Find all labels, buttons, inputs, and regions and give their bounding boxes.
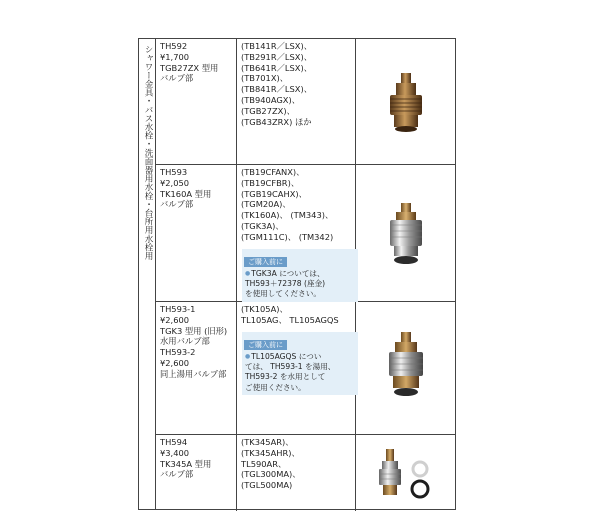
table-row [156, 165, 456, 302]
models-cell [237, 39, 356, 164]
product-code: TH592 [160, 41, 188, 51]
product-code: TH593-1 [160, 304, 196, 314]
model-item: (TB291R／LSX)、 [241, 51, 313, 62]
product-cell [156, 435, 237, 511]
model-item: (TK160A)、 (TM343)、 [241, 210, 334, 221]
table-row [156, 435, 456, 511]
category-label: シャワー金具・バス水栓・洗面器用水栓・台所用水栓用 [143, 45, 153, 260]
model-item: (TK105A)、 [241, 304, 288, 314]
model-item: TL590AR、 [241, 458, 287, 469]
two-tone-valve-cartridge-image [382, 332, 430, 398]
parts-table [138, 38, 456, 510]
models-cell [237, 435, 356, 511]
image-cell [356, 435, 456, 511]
valve-cartridge-with-washers-image [374, 449, 440, 501]
note-label: ご購入前に [244, 340, 287, 350]
note-line: TH593＋72378 (座金) [245, 279, 326, 289]
brass-valve-cartridge-image [384, 73, 428, 133]
product-cell [156, 302, 237, 434]
model-item: (TK345AR)、 [241, 437, 294, 447]
note-line: ては、 TH593-1 を湯用、 [245, 362, 336, 372]
product-type: TGK3 型用 (旧形) [160, 325, 228, 336]
product-type: TGB27ZX 型用 [160, 62, 219, 73]
model-item: (TGB19CAHX)、 [241, 188, 307, 199]
model-item: (TB841R／LSX)、 [241, 84, 313, 95]
product-part: 同上湯用バルブ部 [160, 368, 227, 379]
product-part: バルブ部 [160, 469, 194, 480]
product-price: ¥2,050 [160, 177, 190, 188]
model-item: (TB701X)、 [241, 73, 289, 84]
table-row [156, 39, 456, 165]
models-cell [237, 302, 356, 434]
product-price: ¥2,600 [160, 314, 190, 325]
model-item: (TGM111C)、 (TM342) [241, 231, 334, 242]
model-item: (TK345AHR)、 [241, 447, 300, 458]
note-line: ● TGK3A については、 [245, 269, 355, 279]
product-cell [156, 165, 237, 301]
product-code: TH593-2 [160, 347, 196, 358]
product-part: 水用バルブ部 [160, 336, 210, 347]
note-label: ご購入前に [244, 257, 287, 267]
model-item: (TGM20A)、 [241, 199, 291, 210]
product-part: バルブ部 [160, 73, 194, 84]
models-cell [237, 165, 356, 301]
table-row [156, 302, 456, 435]
product-type: TK345A 型用 [160, 458, 212, 469]
model-item: (TB19CFANX)、 [241, 167, 305, 177]
model-item: TL105AG、 TL105AGQS [241, 314, 339, 325]
model-item: (TB940AGX)、 [241, 94, 301, 105]
image-cell [356, 165, 456, 301]
category-column [139, 39, 156, 509]
image-cell [356, 302, 456, 434]
product-price: ¥3,400 [160, 447, 190, 458]
chrome-valve-cartridge-image [382, 203, 430, 267]
product-price: ¥1,700 [160, 51, 190, 62]
note-line: ご使用ください。 [245, 382, 306, 392]
product-code: TH594 [160, 437, 188, 447]
product-type: TK160A 型用 [160, 188, 212, 199]
product-cell [156, 39, 237, 164]
model-item: (TB641R／LSX)、 [241, 62, 313, 73]
product-price: ¥2,600 [160, 357, 190, 368]
model-item: (TGL500MA) [241, 480, 293, 491]
product-part: バルブ部 [160, 199, 194, 210]
image-cell [356, 39, 456, 164]
product-code: TH593 [160, 167, 188, 177]
purchase-note [242, 249, 358, 302]
note-line: ● TL105AGQS につい [245, 352, 355, 362]
model-item: (TGK3A)、 [241, 220, 284, 231]
model-item: (TGB27ZX)、 [241, 105, 295, 116]
note-line: TH593-2 を水用として [245, 372, 326, 382]
model-item: (TB19CFBR)、 [241, 177, 300, 188]
purchase-note [242, 332, 358, 395]
model-item: (TGB43ZRX) ほか [241, 116, 312, 127]
model-item: (TGL300MA)、 [241, 469, 301, 480]
model-item: (TB141R／LSX)、 [241, 41, 313, 51]
note-line: を使用してください。 [245, 289, 321, 299]
